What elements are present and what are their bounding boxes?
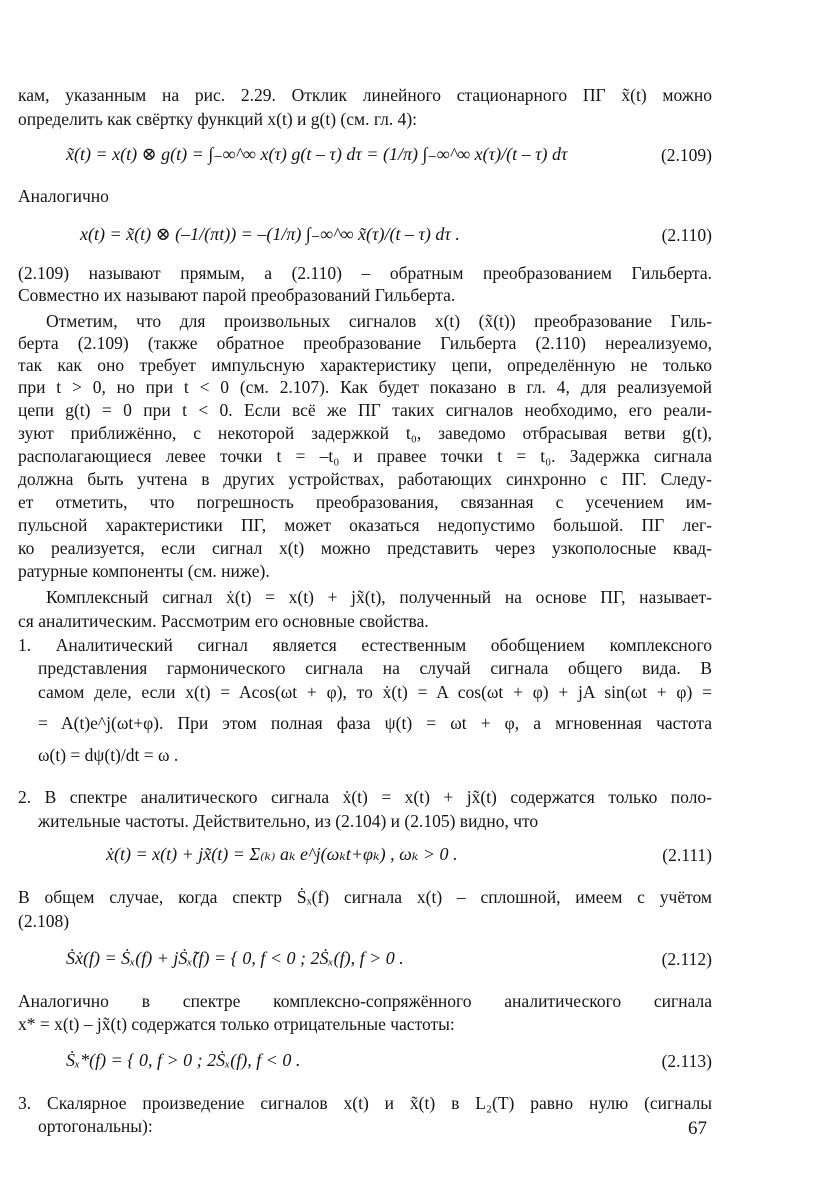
equation-number: (2.113) bbox=[661, 1051, 712, 1071]
text-line: должна быть учтена в других устройствах, работающих синхронно с ПГ. Следу- bbox=[18, 469, 712, 489]
text-line: (2.108) bbox=[18, 911, 70, 931]
text-line: жительные частоты. Действительно, из (2.104) и (2.105) видно, что bbox=[38, 811, 539, 831]
equation-2-109: x̃(t) = x(t) ⊗ g(t) = ∫₋∞^∞ x(τ) g(t – τ) dτ = (1/π) ∫₋∞^∞ x(τ)/(t – τ) dτ bbox=[66, 144, 568, 164]
text-line: Аналогично в спектре комплексно-сопряжённого аналитического сигнала bbox=[18, 991, 712, 1011]
list-item-3: 3. Скалярное произведение сигналов x(t) и x̃(t) в L₂(T) равно нулю (сигналы bbox=[18, 1093, 712, 1113]
equation-2-111: ẋ(t) = x(t) + jx̃(t) = Σ₍ₖ₎ aₖ e^j(ωₖt+φₖ) , ωₖ > 0 . bbox=[106, 844, 458, 864]
text-line: берта (2.109) (также обратное преобразование Гильберта (2.110) нереализуемо, bbox=[18, 333, 712, 353]
text-line: x* = x(t) – jx̃(t) содержатся только отрицательные частоты: bbox=[18, 1014, 455, 1034]
equation-2-110: x(t) = x̃(t) ⊗ (–1/(πt)) = –(1/π) ∫₋∞^∞ x̃(τ)/(t – τ) dτ . bbox=[80, 224, 460, 244]
page-number: 67 bbox=[688, 1118, 707, 1139]
text-line: самом деле, если x(t) = Acos(ωt + φ), то ẋ(t) = A cos(ωt + φ) + jA sin(ωt + φ) = bbox=[38, 682, 712, 702]
text-line: (2.109) называют прямым, а (2.110) – обратным преобразованием Гильберта. bbox=[18, 263, 712, 283]
text-line: цепи g(t) = 0 при t < 0. Если всё же ПГ таких сигналов необходимо, его реали- bbox=[18, 400, 712, 420]
text-line: В общем случае, когда спектр Ṡₓ(f) сигнала x(t) – сплошной, имеем с учётом bbox=[18, 887, 712, 907]
text-line: ко реализуется, если сигнал x(t) можно представить через узкополосные квад- bbox=[18, 538, 712, 558]
text-line: определить как свёртку функций x(t) и g(t) (см. гл. 4): bbox=[18, 109, 418, 129]
text-line: пульсной характеристики ПГ, может оказаться недопустимо большой. ПГ лег- bbox=[18, 515, 712, 535]
text-line: при t > 0, но при t < 0 (см. 2.107). Как будет показано в гл. 4, для реализуемой bbox=[18, 377, 712, 397]
list-item-2: 2. В спектре аналитического сигнала ẋ(t) = x(t) + jx̃(t) содержатся только поло- bbox=[18, 787, 712, 807]
equation-2-113: Ṡₓ*(f) = { 0, f > 0 ; 2Ṡₓ(f), f < 0 . bbox=[66, 1050, 301, 1070]
text-line: Аналогично bbox=[18, 186, 109, 206]
text-line: Совместно их называют парой преобразований Гильберта. bbox=[18, 285, 456, 305]
text-line: ся аналитическим. Рассмотрим его основные свойства. bbox=[18, 611, 429, 631]
text-line: ратурные компоненты (см. ниже). bbox=[18, 561, 270, 581]
equation-number: (2.109) bbox=[660, 145, 712, 165]
text-line: располагающиеся левее точки t = –t₀ и правее точки t = t₀. Задержка сигнала bbox=[18, 446, 712, 466]
text-line: ω(t) = dψ(t)/dt = ω . bbox=[38, 745, 179, 765]
equation-number: (2.112) bbox=[661, 949, 712, 969]
text-line: ортогональны): bbox=[38, 1116, 153, 1136]
equation-number: (2.111) bbox=[662, 845, 712, 865]
text-line: ет отметить, что погрешность преобразования, связанная с усечением им- bbox=[18, 492, 712, 512]
text-line: так как оно требует импульсную характеристику цепи, определённую не только bbox=[18, 355, 712, 375]
text-line: Отметим, что для произвольных сигналов x(t) (x̃(t)) преобразование Гиль- bbox=[46, 311, 712, 331]
list-item-1: 1. Аналитический сигнал является естественным обобщением комплексного bbox=[18, 635, 712, 655]
text-line: кам, указанным на рис. 2.29. Отклик линейного стационарного ПГ x̃(t) можно bbox=[18, 85, 712, 105]
text-line: Комплексный сигнал ẋ(t) = x(t) + jx̃(t), полученный на основе ПГ, называет- bbox=[46, 587, 712, 607]
text-line: зуют приближённо, с некоторой задержкой t₀, заведомо отбрасывая ветви g(t), bbox=[18, 423, 712, 443]
equation-2-112: Ṡẋ(f) = Ṡₓ(f) + jṠₓ̃(f) = { 0, f < 0 ; 2Ṡₓ(f), f > 0 . bbox=[66, 948, 404, 968]
text-line: = A(t)e^j(ωt+φ). При этом полная фаза ψ(t) = ωt + φ, а мгновенная частота bbox=[38, 713, 712, 733]
text-line: представления гармонического сигнала на случай сигнала общего вида. В bbox=[38, 658, 712, 678]
equation-number: (2.110) bbox=[661, 225, 712, 245]
